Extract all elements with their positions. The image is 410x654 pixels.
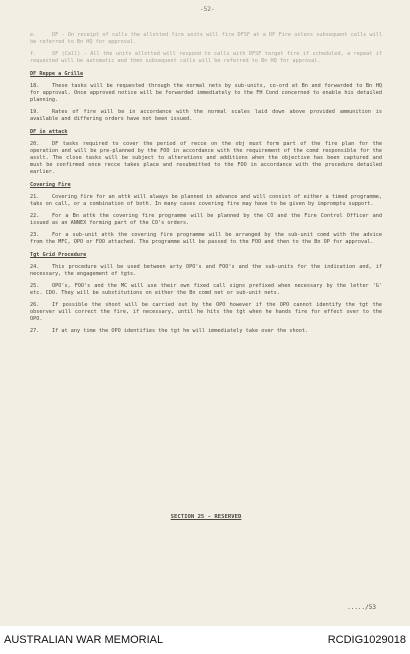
section-heading-tgt-grid: Tgt Grid Procedure	[30, 252, 87, 258]
paragraph-19	[30, 109, 382, 123]
paragraph-text: For a sub-unit attk the covering fire programme will be arranged by the sub-unit comd with the advice from the MFC, OPO or FOO attached. The programme will be passed to the FOO and then to the Bn OP for approval.	[30, 232, 382, 245]
paragraph-number: 26.	[30, 302, 40, 308]
paragraph-18	[30, 83, 382, 104]
footer-record-id: RCDIG1029018	[327, 634, 406, 646]
paragraph-text: If at any time the OPO identifies the tgt he will immediately take over the shoot.	[52, 328, 309, 334]
paragraph-27	[30, 328, 382, 335]
paragraph-text: Rates of fire will be in accordance with the normal scales laid down above provided ammunition is available and differing orders have not been issued.	[30, 109, 382, 122]
top-paragraphs	[30, 32, 382, 65]
paragraph-number: 24.	[30, 264, 40, 270]
paragraph-number: 25.	[30, 283, 40, 289]
paragraph-text: DF tasks required to cover the period of recce on the obj must form part of the fire plan for the operation and will be pre-planned by the FOO in accordance with the requirement of the comd responsible for the asslt. The close tasks will be subject to alterations and additions when the objective has been captured and must be confirmed once recce takes place and resubmitted to the FOO in accordance with the procedure detailed earlier.	[30, 141, 382, 175]
archive-footer	[0, 626, 410, 654]
paragraph-text: Covering fire for an attk will always be planned in advance and will consist of either a timed programme, taks on call, or a combination of both. In many cases covering fire may have to be given by impromptu support.	[30, 194, 382, 207]
paragraph-number: 27.	[30, 328, 40, 334]
section-25-reserved: SECTION 25 - RESERVED	[170, 514, 242, 520]
section-heading-df-attack: DF in attack	[30, 129, 68, 135]
footer-institution: AUSTRALIAN WAR MEMORIAL	[4, 634, 164, 646]
paragraph-number: 21.	[30, 194, 40, 200]
paragraph-number: e.	[30, 32, 37, 38]
paragraph-number: 18.	[30, 83, 40, 89]
paragraph-text: These tasks will be requested through the normal nets by sub-units, co-ord at Bn and forwarded to Bn HQ for approval. Once approved notice will be forwarded immediately to the FH Cond concerned to enable his detailed planning.	[30, 83, 382, 103]
paragraph-text: If possible the shoot will be carried out by the OPO however if the OPO cannot identify the tgt the observer will correct the fire, if necessary, until he hits the tgt when he hands fire for effect over to the OPO.	[30, 302, 382, 322]
paragraph-23	[30, 232, 382, 246]
paragraph-text: This procedure will be used between arty OPO's and FOO's and the sub-units for the indication and, if necessary, the engagement of tgts.	[30, 264, 382, 277]
paragraph-e	[30, 32, 382, 46]
document-body	[30, 32, 382, 611]
paragraph-text: OPO's, FOO's and the MC will use their own fixed call signs prefixed when necessary by the letter 'G' etc. CDO. They will be substitutions on either the Bn comd net or sub-unit nets.	[30, 283, 382, 296]
paragraph-25	[30, 283, 382, 297]
paragraph-22	[30, 213, 382, 227]
paragraph-number: 20.	[30, 141, 40, 147]
continuation-marker: ...../53	[347, 604, 376, 611]
paragraph-text: For a Bn attk the covering fire programme will be planned by the CO and the Fire Control Officer and issued as an ANNEX forming part of the CO's orders.	[30, 213, 382, 226]
paragraph-number: f.	[30, 51, 37, 57]
section-heading-covering-fire: Covering Fire	[30, 182, 71, 188]
paragraph-21	[30, 194, 382, 208]
section-heading-df-reppe: DF Reppe a Grille	[30, 71, 84, 77]
paragraph-text: DF - On receipt of calls the allotted fire units will fire DFSF at a DF Fire unless subsequent calls will be referred to Bn HQ for approval.	[30, 32, 382, 45]
paragraph-number: 23.	[30, 232, 40, 238]
paragraph-24	[30, 264, 382, 278]
paragraph-text: SF (Call) - All the units allotted will respond to calls with DFSF target fire if scheduled, a repeat if requested will be automatic and then subsequent calls will be referred to Bn HQ for approval.	[30, 51, 382, 64]
paragraph-f	[30, 51, 382, 65]
paragraph-20	[30, 141, 382, 176]
paragraph-number: 19.	[30, 109, 40, 115]
page-number: -52-	[200, 6, 215, 13]
paragraph-number: 22.	[30, 213, 40, 219]
paragraph-26	[30, 302, 382, 323]
